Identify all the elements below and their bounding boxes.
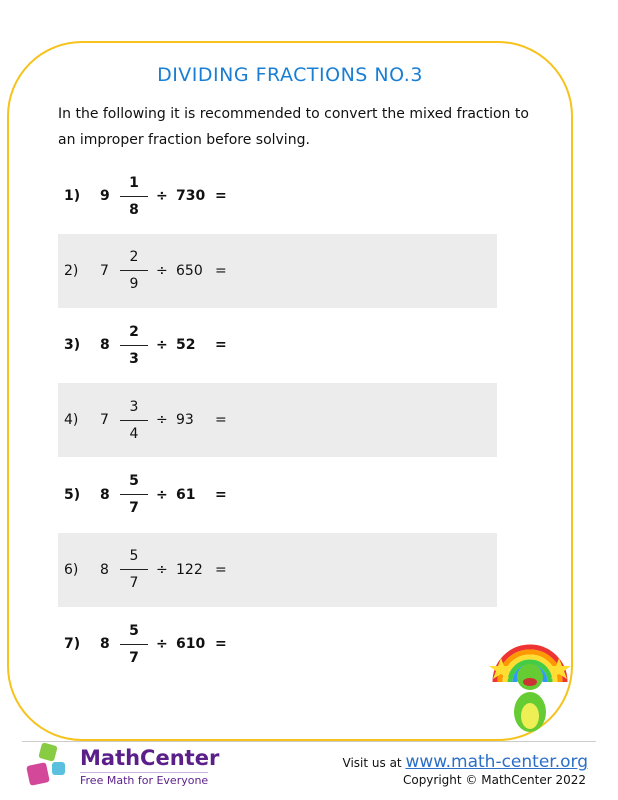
brand-name: MathCenter xyxy=(80,746,220,770)
website-link[interactable]: www.math-center.org xyxy=(405,752,588,772)
problem-number: 1) xyxy=(64,188,81,204)
fraction xyxy=(120,234,148,308)
numerator: 5 xyxy=(129,548,139,564)
divisor: 52 xyxy=(176,337,196,354)
numerator: 3 xyxy=(129,398,139,415)
equals-sign: = xyxy=(215,262,227,279)
problem-row xyxy=(58,607,497,681)
equals-sign: = xyxy=(215,636,227,653)
instructions: In the following it is recommended to convert the mixed fraction to an improper fraction before solving. xyxy=(58,106,529,148)
denominator: 4 xyxy=(129,425,139,442)
fraction-bar xyxy=(120,494,148,495)
denominator: 7 xyxy=(129,649,139,666)
fraction xyxy=(120,308,148,382)
fraction-bar xyxy=(120,270,148,271)
whole-number: 9 xyxy=(100,188,110,204)
problem-number: 3) xyxy=(64,337,81,354)
whole-number: 8 xyxy=(100,486,110,503)
numerator: 2 xyxy=(129,323,139,340)
whole-number: 7 xyxy=(100,262,109,279)
fraction xyxy=(120,533,148,607)
problem-row xyxy=(58,159,497,233)
fraction-bar xyxy=(120,420,148,421)
problem-number: 7) xyxy=(64,636,81,653)
denominator: 7 xyxy=(129,500,139,517)
problem-number: 2) xyxy=(64,262,79,279)
fraction-bar xyxy=(120,644,148,645)
denominator: 3 xyxy=(129,350,139,367)
divide-sign: ÷ xyxy=(156,188,168,204)
problem-number: 4) xyxy=(64,412,79,429)
divide-sign: ÷ xyxy=(156,486,168,503)
whole-number: 8 xyxy=(100,337,110,354)
fraction xyxy=(120,458,148,532)
whole-number: 8 xyxy=(100,561,109,578)
fraction-bar xyxy=(120,345,148,346)
page-title: DIVIDING FRACTIONS NO.3 xyxy=(157,64,423,86)
problem-row xyxy=(58,308,497,382)
denominator: 9 xyxy=(129,276,139,293)
fraction-bar xyxy=(120,196,148,197)
problem-row xyxy=(58,383,497,457)
mathcenter-logo-icon xyxy=(26,742,76,790)
fraction-bar xyxy=(120,569,148,570)
numerator: 5 xyxy=(129,622,139,639)
equals-sign: = xyxy=(215,188,227,204)
whole-number: 8 xyxy=(100,636,110,653)
numerator: 2 xyxy=(129,249,139,266)
visit-line xyxy=(343,752,588,772)
fraction xyxy=(120,383,148,457)
equals-sign: = xyxy=(215,412,227,429)
whole-number: 7 xyxy=(100,412,109,429)
equals-sign: = xyxy=(215,337,227,354)
fraction xyxy=(120,159,148,233)
denominator: 7 xyxy=(129,575,139,591)
divide-sign: ÷ xyxy=(156,561,168,578)
divisor: 61 xyxy=(176,486,196,503)
equals-sign: = xyxy=(215,561,227,578)
visit-label: Visit us at xyxy=(342,756,402,770)
denominator: 8 xyxy=(129,201,139,218)
divisor: 730 xyxy=(176,188,206,204)
copyright: Copyright © MathCenter 2022 xyxy=(402,773,586,787)
problem-number: 6) xyxy=(64,561,79,578)
problem-row xyxy=(58,533,497,607)
divisor: 93 xyxy=(176,412,194,429)
footer-divider xyxy=(22,741,596,742)
problem-row xyxy=(58,234,497,308)
numerator: 1 xyxy=(129,174,139,191)
problem-row xyxy=(58,458,497,532)
divisor: 122 xyxy=(176,561,203,578)
divide-sign: ÷ xyxy=(156,412,168,429)
divisor: 650 xyxy=(176,262,203,279)
divide-sign: ÷ xyxy=(156,337,168,354)
fraction xyxy=(120,607,148,681)
numerator: 5 xyxy=(129,473,139,490)
divide-sign: ÷ xyxy=(156,262,168,279)
problem-number: 5) xyxy=(64,486,81,503)
brand-tagline: Free Math for Everyone xyxy=(80,774,209,787)
divide-sign: ÷ xyxy=(156,636,168,653)
equals-sign: = xyxy=(215,486,227,503)
mascot-illustration xyxy=(487,632,573,740)
divisor: 610 xyxy=(176,636,206,653)
